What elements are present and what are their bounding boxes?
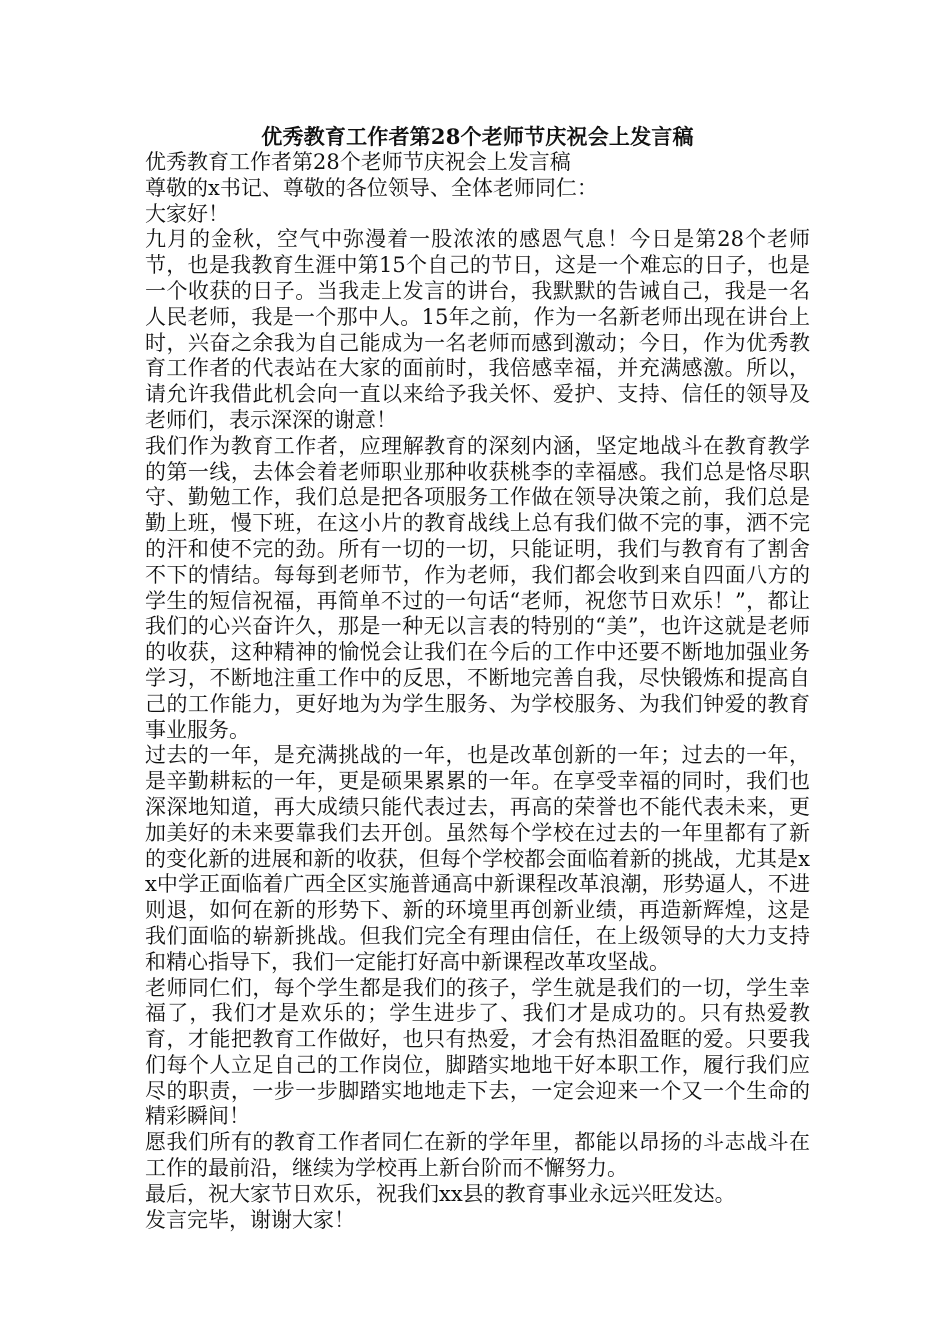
document-page xyxy=(145,124,810,1233)
salutation-paragraph: 尊敬的x书记、尊敬的各位领导、全体老师同仁： xyxy=(145,175,598,200)
greeting-paragraph: 大家好！ xyxy=(145,201,229,226)
body-paragraph: 过去的一年，是充满挑战的一年，也是改革创新的一年；过去的一年，是辛勤耕耘的一年，更是硕果累累的一年。在享受幸福的同时，我们也深深地知道，再大成绩只能代表过去，再高的荣誉也不能代表未来，更加美好的未来要靠我们去开创。虽然每个学校在过去的一年里都有了新的变化新的进展和新的收获，但每个学校都会面临着新的挑战，尤其是xx中学正面临着广西全区实施普通高中新课程改革浪潮，形势逼人，不进则退，如何在新的形势下、新的环境里再创新业绩，再造新辉煌，这是我们面临的崭新挑战。但我们完全有理由信任，在上级领导的大力支持和精心指导下，我们一定能打好高中新课程改革攻坚战。 xyxy=(145,743,810,974)
body-paragraph: 我们作为教育工作者，应理解教育的深刻内涵，坚定地战斗在教育教学的第一线，去体会着老师职业那种收获桃李的幸福感。我们总是恪尽职守、勤勉工作，我们总是把各项服务工作做在领导决策之前，我们总是勤上班，慢下班，在这小片的教育战线上总有我们做不完的事，洒不完的汗和使不完的劲。所有一切的一切，只能证明，我们与教育有了割舍不下的情结。每每到老师节，作为老师，我们都会收到来自四面八方的学生的短信祝福，再简单不过的一句话“老师，祝您节日欢乐！”，都让我们的心兴奋许久，那是一种无以言表的特别的“美”，也许这就是老师的收获，这种精神的愉悦会让我们在今后的工作中还要不断地加强业务学习，不断地注重工作中的反思，不断地完善自我，尽快锻炼和提高自己的工作能力，更好地为为学生服务、为学校服务、为我们钟爱的教育事业服务。 xyxy=(145,433,810,742)
subtitle-paragraph: 优秀教育工作者第28个老师节庆祝会上发言稿 xyxy=(145,150,571,174)
document-title: 优秀教育工作者第28个老师节庆祝会上发言稿 xyxy=(261,124,694,149)
closing-paragraph: 最后，祝大家节日欢乐，祝我们xx县的教育事业永远兴旺发达。 xyxy=(145,1181,736,1206)
body-paragraph: 愿我们所有的教育工作者同仁在新的学年里，都能以昂扬的斗志战斗在工作的最前沿，继续为学校再上新台阶而不懈努力。 xyxy=(145,1130,810,1181)
closing-paragraph: 发言完毕，谢谢大家！ xyxy=(145,1207,355,1232)
body-paragraph: 老师同仁们，每个学生都是我们的孩子，学生就是我们的一切，学生幸福了，我们才是欢乐的；学生进步了、我们才是成功的。只有热爱教育，才能把教育工作做好，也只有热爱，才会有热泪盈眶的爱。只要我们每个人立足自己的工作岗位，脚踏实地地干好本职工作，履行我们应尽的职责，一步一步脚踏实地地走下去，一定会迎来一个又一个生命的精彩瞬间！ xyxy=(145,975,810,1129)
body-paragraph: 九月的金秋，空气中弥漫着一股浓浓的感恩气息！今日是第28个老师节，也是我教育生涯中第15个自己的节日，这是一个难忘的日子，也是一个收获的日子。当我走上发言的讲台，我默默的告诫自己，我是一名人民老师，我是一个那中人。15年之前，作为一名新老师出现在讲台上时，兴奋之余我为自己能成为一名老师而感到激动；今日，作为优秀教育工作者的代表站在大家的面前时，我倍感幸福，并充满感激。所以，请允许我借此机会向一直以来给予我关怀、爱护、支持、信任的领导及老师们，表示深深的谢意！ xyxy=(145,227,810,432)
